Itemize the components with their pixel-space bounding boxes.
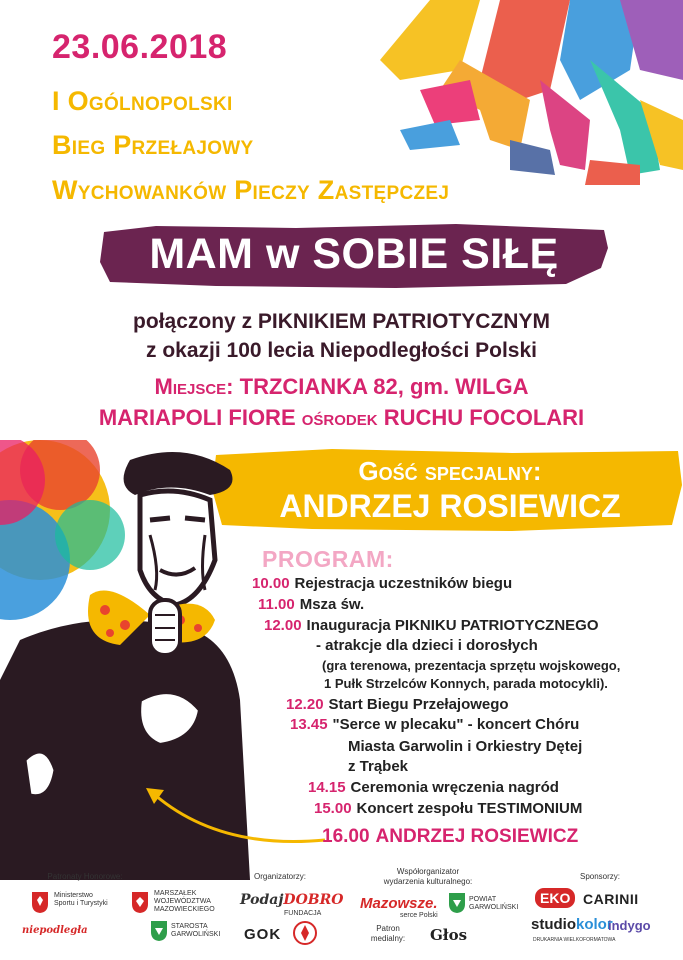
- program-final-time: 16.00: [322, 826, 370, 847]
- title-line-1: I Ogólnopolski: [52, 86, 233, 116]
- program-text: "Serce w plecaku" - koncert Chóru: [332, 716, 580, 733]
- guest-name: ANDRZEJ ROSIEWICZ: [279, 488, 621, 524]
- program-row: [308, 779, 559, 796]
- program-text: Rejestracja uczestników biegu: [294, 575, 513, 592]
- coorganizer-label-1: Współorganizator: [396, 867, 460, 876]
- guest-label: Gość specjalny:: [358, 456, 542, 486]
- mazovia-crest-icon: [130, 890, 150, 914]
- eko-logo: EKO: [535, 888, 575, 908]
- program-row: [348, 738, 582, 755]
- studio-logo-part: studio: [531, 916, 576, 933]
- subtitle-line-2: z okazji 100 lecia Niepodległości Polski: [146, 339, 537, 362]
- ornament-logo-icon: [292, 920, 318, 946]
- program-final-text: ANDRZEJ ROSIEWICZ: [375, 826, 579, 847]
- place-org: RUCHU FOCOLARI: [383, 405, 585, 430]
- glos-logo: Głos: [430, 926, 468, 944]
- program-title: PROGRAM:: [262, 546, 394, 572]
- place-line-1: [0, 374, 683, 400]
- title-line-2: Bieg Przełajowy: [52, 130, 254, 160]
- program-text: Miasta Garwolin i Orkiestry Dętej: [348, 738, 583, 755]
- program-time: 11.00: [258, 596, 295, 613]
- podaj-dobro-logo: [240, 892, 343, 908]
- program-time: 12.00: [264, 617, 302, 634]
- program-row: [348, 758, 408, 775]
- program-final-row: [322, 826, 578, 848]
- program-text: Inauguracja PIKNIKU PATRIOTYCZNEGO: [306, 617, 599, 634]
- program-text: z Trąbek: [348, 758, 409, 775]
- patrons-label: Patronaty Honorowe:: [47, 872, 123, 881]
- program-row: [264, 617, 599, 634]
- program-time: 13.45: [290, 716, 328, 733]
- studio-kolor-logo: [531, 916, 613, 933]
- place-line-2: [0, 405, 683, 431]
- powiat-crest-icon: [448, 892, 466, 914]
- poland-eagle-icon: [30, 890, 50, 914]
- program-time: 14.15: [308, 779, 346, 796]
- place-middle: ośrodek: [301, 405, 378, 430]
- program-text: Ceremonia wręczenia nagród: [350, 779, 559, 796]
- indygo-logo: indygo: [608, 918, 651, 933]
- slogan-text: MAM w SOBIE SIŁĘ: [149, 230, 559, 278]
- program-text: Msza św.: [299, 596, 365, 613]
- kolor-logo-part: kolor: [576, 916, 613, 933]
- organizers-label: Organizatorzy:: [253, 872, 307, 881]
- podaj-dobro-sub: FUNDACJA: [284, 910, 322, 917]
- program-row: [258, 596, 364, 613]
- program-note: 1 Pułk Strzelców Konnych, parada motocykli).: [324, 676, 608, 691]
- program-time: 15.00: [314, 800, 352, 817]
- program-row: [314, 800, 582, 817]
- podaj-logo-part: Podaj: [240, 892, 284, 908]
- media-label-2: medialny:: [370, 934, 406, 943]
- program-row: [316, 637, 538, 654]
- program-time: 10.00: [252, 575, 290, 592]
- program-note: (gra terenowa, prezentacja sprzętu wojskowego,: [322, 658, 621, 673]
- title-line-3: Wychowanków Pieczy Zastępczej: [52, 175, 450, 205]
- place-label: Miejsce:: [154, 374, 234, 399]
- program-row: [290, 716, 579, 733]
- event-date: 23.06.2018: [52, 28, 228, 66]
- program-row: [286, 696, 509, 713]
- ministry-logo-text: Ministerstwo Sportu i Turystyki: [54, 892, 108, 907]
- coorganizer-label-2: wydarzenia kulturalnego:: [383, 877, 473, 886]
- program-text: Start Biegu Przełajowego: [328, 696, 509, 713]
- starosta-crest-icon: [150, 920, 168, 942]
- mazowsze-logo: Mazowsze.: [360, 895, 438, 912]
- subtitle-line-1: połączony z PIKNIKIEM PATRIOTYCZNYM: [133, 310, 550, 333]
- program-row: [252, 575, 512, 592]
- mazowsze-sub: serce Polski: [400, 912, 438, 919]
- studio-kolor-sub: DRUKARNIA WIELKOFORMATOWA: [533, 937, 616, 943]
- marshal-logo-text: MARSZAŁEK WOJEWÓDZTWA MAZOWIECKIEGO: [154, 890, 215, 913]
- media-label-1: Patron: [376, 924, 400, 933]
- niepodlegla-logo: niepodległa: [22, 925, 88, 936]
- place-venue: MARIAPOLI FIORE: [98, 405, 296, 430]
- dobro-logo-part: DOBRO: [283, 892, 344, 908]
- program-text: - atrakcje dla dzieci i dorosłych: [316, 637, 538, 654]
- runners-illustration: [340, 0, 683, 200]
- program-time: 12.20: [286, 696, 324, 713]
- gok-logo: GOK: [244, 926, 282, 943]
- powiat-logo-text: POWIAT GARWOLIŃSKI: [469, 896, 519, 911]
- place-address: TRZCIANKA 82, gm. WILGA: [239, 374, 529, 399]
- sponsors-label: Sponsorzy:: [579, 872, 621, 881]
- starosta-logo-text: STAROSTA GARWOLIŃSKI: [171, 923, 221, 938]
- program-text: Koncert zespołu TESTIMONIUM: [356, 800, 583, 817]
- carinii-logo: CARINII: [583, 891, 639, 907]
- curved-arrow: [140, 780, 330, 850]
